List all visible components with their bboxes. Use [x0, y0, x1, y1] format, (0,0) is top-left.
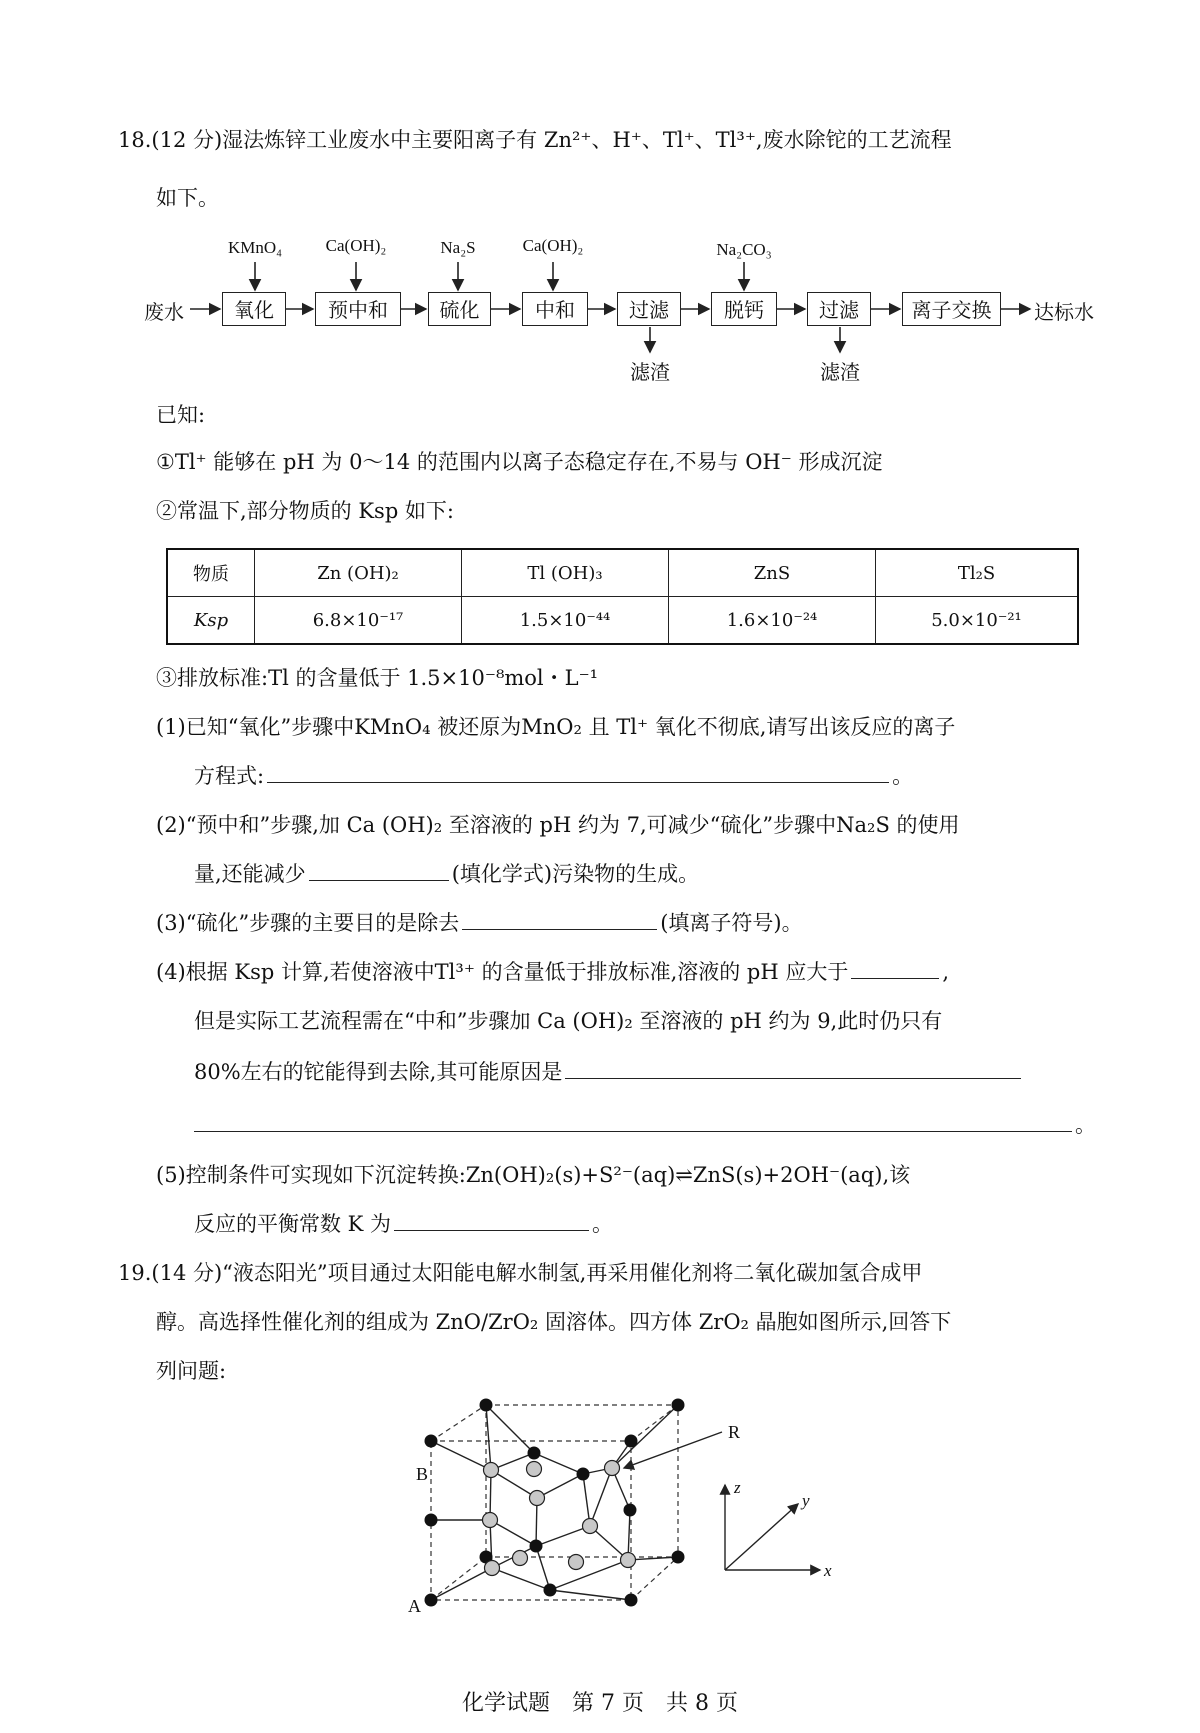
step-ion-exchange: 离子交换 — [902, 292, 1001, 326]
answer-blank-1[interactable] — [267, 781, 889, 783]
q18-part3-prompt: (3)“硫化”步骤的主要目的是除去 — [156, 911, 460, 935]
answer-blank-4[interactable] — [851, 977, 939, 979]
q18-part2-suffix: (填化学式)污染物的生成。 — [451, 862, 700, 886]
q18-part5-prompt: 反应的平衡常数 K 为 — [194, 1212, 392, 1236]
table-cell: Ksp — [167, 597, 255, 645]
table-cell: ZnS — [669, 549, 876, 597]
flow-input: 废水 — [144, 300, 184, 324]
page-footer: 化学试题 第 7 页 共 8 页 — [462, 1691, 738, 1716]
answer-blank-6[interactable] — [194, 1130, 1072, 1132]
reagent-caoh2-1: Ca(OH)₂ — [325, 236, 387, 255]
known-3: ③排放标准:Tl 的含量低于 1.5×10⁻⁸mol・L⁻¹ — [156, 666, 599, 690]
q18-part3-suffix: (填离子符号)。 — [660, 911, 803, 935]
answer-blank-7[interactable] — [394, 1229, 589, 1231]
table-cell: 5.0×10⁻²¹ — [876, 597, 1079, 645]
ksp-table — [166, 548, 1079, 645]
table-cell: 1.6×10⁻²⁴ — [669, 597, 876, 645]
q18-part4-line1: (4)根据 Ksp 计算,若使溶液中Tl³⁺ 的含量低于排放标准,溶液的 pH 应大于 , — [156, 960, 950, 984]
label-a: A — [408, 1596, 421, 1616]
step-sulfidation: 硫化 — [428, 292, 491, 326]
q18-part5-line2: 反应的平衡常数 K 为 。 — [194, 1212, 614, 1236]
q19-line2: 醇。高选择性催化剂的组成为 ZnO/ZrO₂ 固溶体。四方体 ZrO₂ 晶胞如图所示,回答下 — [156, 1310, 952, 1334]
axis-y-label: y — [802, 1491, 810, 1510]
flow-output: 达标水 — [1034, 300, 1094, 324]
q18-part3 — [156, 908, 803, 938]
table-cell: 6.8×10⁻¹⁷ — [255, 597, 462, 645]
answer-blank-2[interactable] — [309, 879, 449, 881]
q18-part4-prompt: (4)根据 Ksp 计算,若使溶液中Tl³⁺ 的含量低于排放标准,溶液的 pH 应大于 — [156, 960, 849, 984]
q18-part2-prompt: 量,还能减少 — [194, 862, 306, 886]
q18-part4-line4: 。 — [194, 1110, 1096, 1140]
q19-line1: 19.(14 分)“液态阳光”项目通过太阳能电解水制氢,再采用催化剂将二氧化碳加氢合成甲 — [118, 1261, 923, 1285]
axis-z-label: z — [734, 1478, 741, 1497]
residue-1: 滤渣 — [630, 360, 670, 384]
q19-line3: 列问题: — [156, 1359, 227, 1383]
label-r: R — [728, 1422, 741, 1442]
q18-part1-line1: (1)已知“氧化”步骤中KMnO₄ 被还原为MnO₂ 且 Tl⁺ 氧化不彻底,请写出该反应的离子 — [156, 715, 956, 739]
reagent-caoh2-2: Ca(OH)₂ — [522, 236, 584, 255]
reagent-na2co3: Na₂CO₃ — [716, 240, 772, 259]
step-pre-neutralize: 预中和 — [315, 292, 401, 326]
q18-part4-line2: 但是实际工艺流程需在“中和”步骤加 Ca (OH)₂ 至溶液的 pH 约为 9,此时仍只有 — [194, 1009, 943, 1033]
known-1: ①Tl⁺ 能够在 pH 为 0～14 的范围内以离子态稳定存在,不易与 OH⁻ 形成沉淀 — [156, 450, 883, 474]
step-oxidation: 氧化 — [222, 292, 286, 326]
axis-x-label: x — [824, 1561, 832, 1580]
q18-part4-line3 — [194, 1057, 1024, 1087]
known-2: ②常温下,部分物质的 Ksp 如下: — [156, 499, 455, 523]
q18-part1-prompt: 方程式: — [194, 764, 265, 788]
step-filter-1: 过滤 — [617, 292, 681, 326]
label-b: B — [416, 1464, 429, 1484]
table-cell: Tl (OH)₃ — [462, 549, 669, 597]
table-row — [167, 597, 1078, 645]
zro2-unit-cell-diagram — [400, 1390, 860, 1630]
step-neutralize: 中和 — [522, 292, 588, 326]
q18-part2-line1: (2)“预中和”步骤,加 Ca (OH)₂ 至溶液的 pH 约为 7,可减少“硫化”步骤中Na₂S 的使用 — [156, 813, 960, 837]
table-cell: 物质 — [167, 549, 255, 597]
q18-part1-line2: 方程式: 。 — [194, 764, 914, 788]
reagent-na2s: Na₂S — [440, 238, 476, 257]
q18-part2-line2 — [194, 859, 699, 889]
step-filter-2: 过滤 — [807, 292, 871, 326]
answer-blank-5[interactable] — [565, 1077, 1021, 1079]
step-decalcify: 脱钙 — [711, 292, 777, 326]
table-cell: Tl₂S — [876, 549, 1079, 597]
q18-line2: 如下。 — [156, 186, 219, 210]
table-row — [167, 549, 1078, 597]
q18-part4-reason-prompt: 80%左右的铊能得到去除,其可能原因是 — [194, 1060, 563, 1084]
known-title: 已知: — [156, 403, 206, 427]
residue-2: 滤渣 — [820, 360, 860, 384]
q18-line1: 18.(12 分)湿法炼锌工业废水中主要阳离子有 Zn²⁺、H⁺、Tl⁺、Tl³⁺,废水除铊的工艺流程 — [118, 128, 952, 152]
table-cell: 1.5×10⁻⁴⁴ — [462, 597, 669, 645]
answer-blank-3[interactable] — [462, 928, 657, 930]
flowchart-arrows — [0, 0, 1200, 400]
reagent-kmno4: KMnO₄ — [227, 238, 283, 257]
q18-part5-line1: (5)控制条件可实现如下沉淀转换:Zn(OH)₂(s)+S²⁻(aq)⇌ZnS(s)+2OH⁻(aq),该 — [156, 1163, 911, 1187]
table-cell: Zn (OH)₂ — [255, 549, 462, 597]
